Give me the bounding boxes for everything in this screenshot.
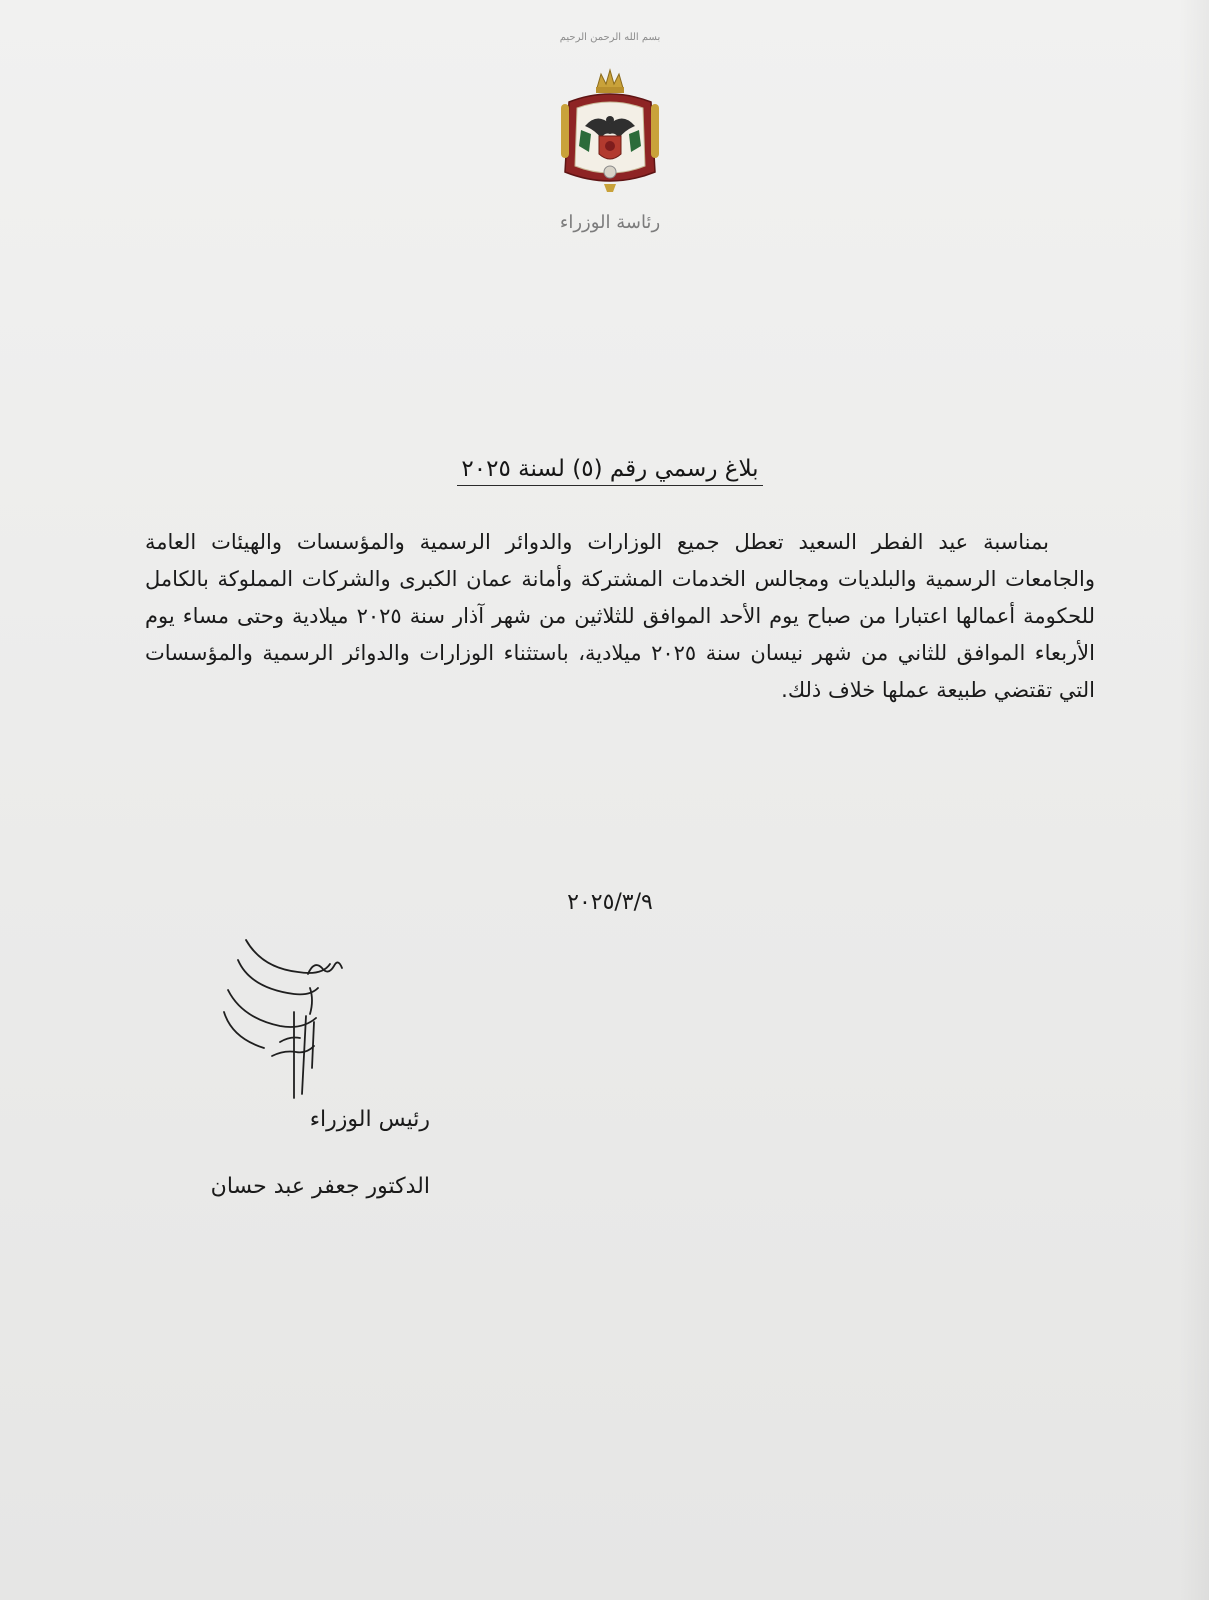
handwritten-signature <box>210 938 390 1108</box>
basmala-header: بسم الله الرحمن الرحيم <box>559 32 661 43</box>
coat-of-arms-emblem <box>555 68 665 200</box>
signatory-name: الدكتور جعفر عبد حسان <box>210 1174 430 1199</box>
issuer-mark: رئاسة الوزراء <box>559 212 661 233</box>
document-date: ٢٠٢٥/٣/٩ <box>567 890 653 915</box>
signatory-title: رئيس الوزراء <box>309 1107 430 1132</box>
document-title-text: بلاغ رسمي رقم (٥) لسنة ٢٠٢٥ <box>457 456 762 486</box>
document-body: بمناسبة عيد الفطر السعيد تعطل جميع الوزارات والدوائر الرسمية والمؤسسات والهيئات العامة والجامعات الرسمية والبلديات ومجالس الخدمات المشتركة وأمانة عمان الكبرى والشركات المملوكة بالكامل للحكومة أعمالها اعتبارا من صباح يوم الأحد الموافق للثلاثين من شهر آذار سنة ٢٠٢٥ ميلادية وحتى مساء يوم الأربعاء الموافق للثاني من شهر نيسان سنة ٢٠٢٥ ميلادية، باستثناء الوزارات والدوائر الرسمية والمؤسسات التي تقتضي طبيعة عملها خلاف ذلك. <box>145 530 1096 702</box>
document-title <box>360 452 860 492</box>
